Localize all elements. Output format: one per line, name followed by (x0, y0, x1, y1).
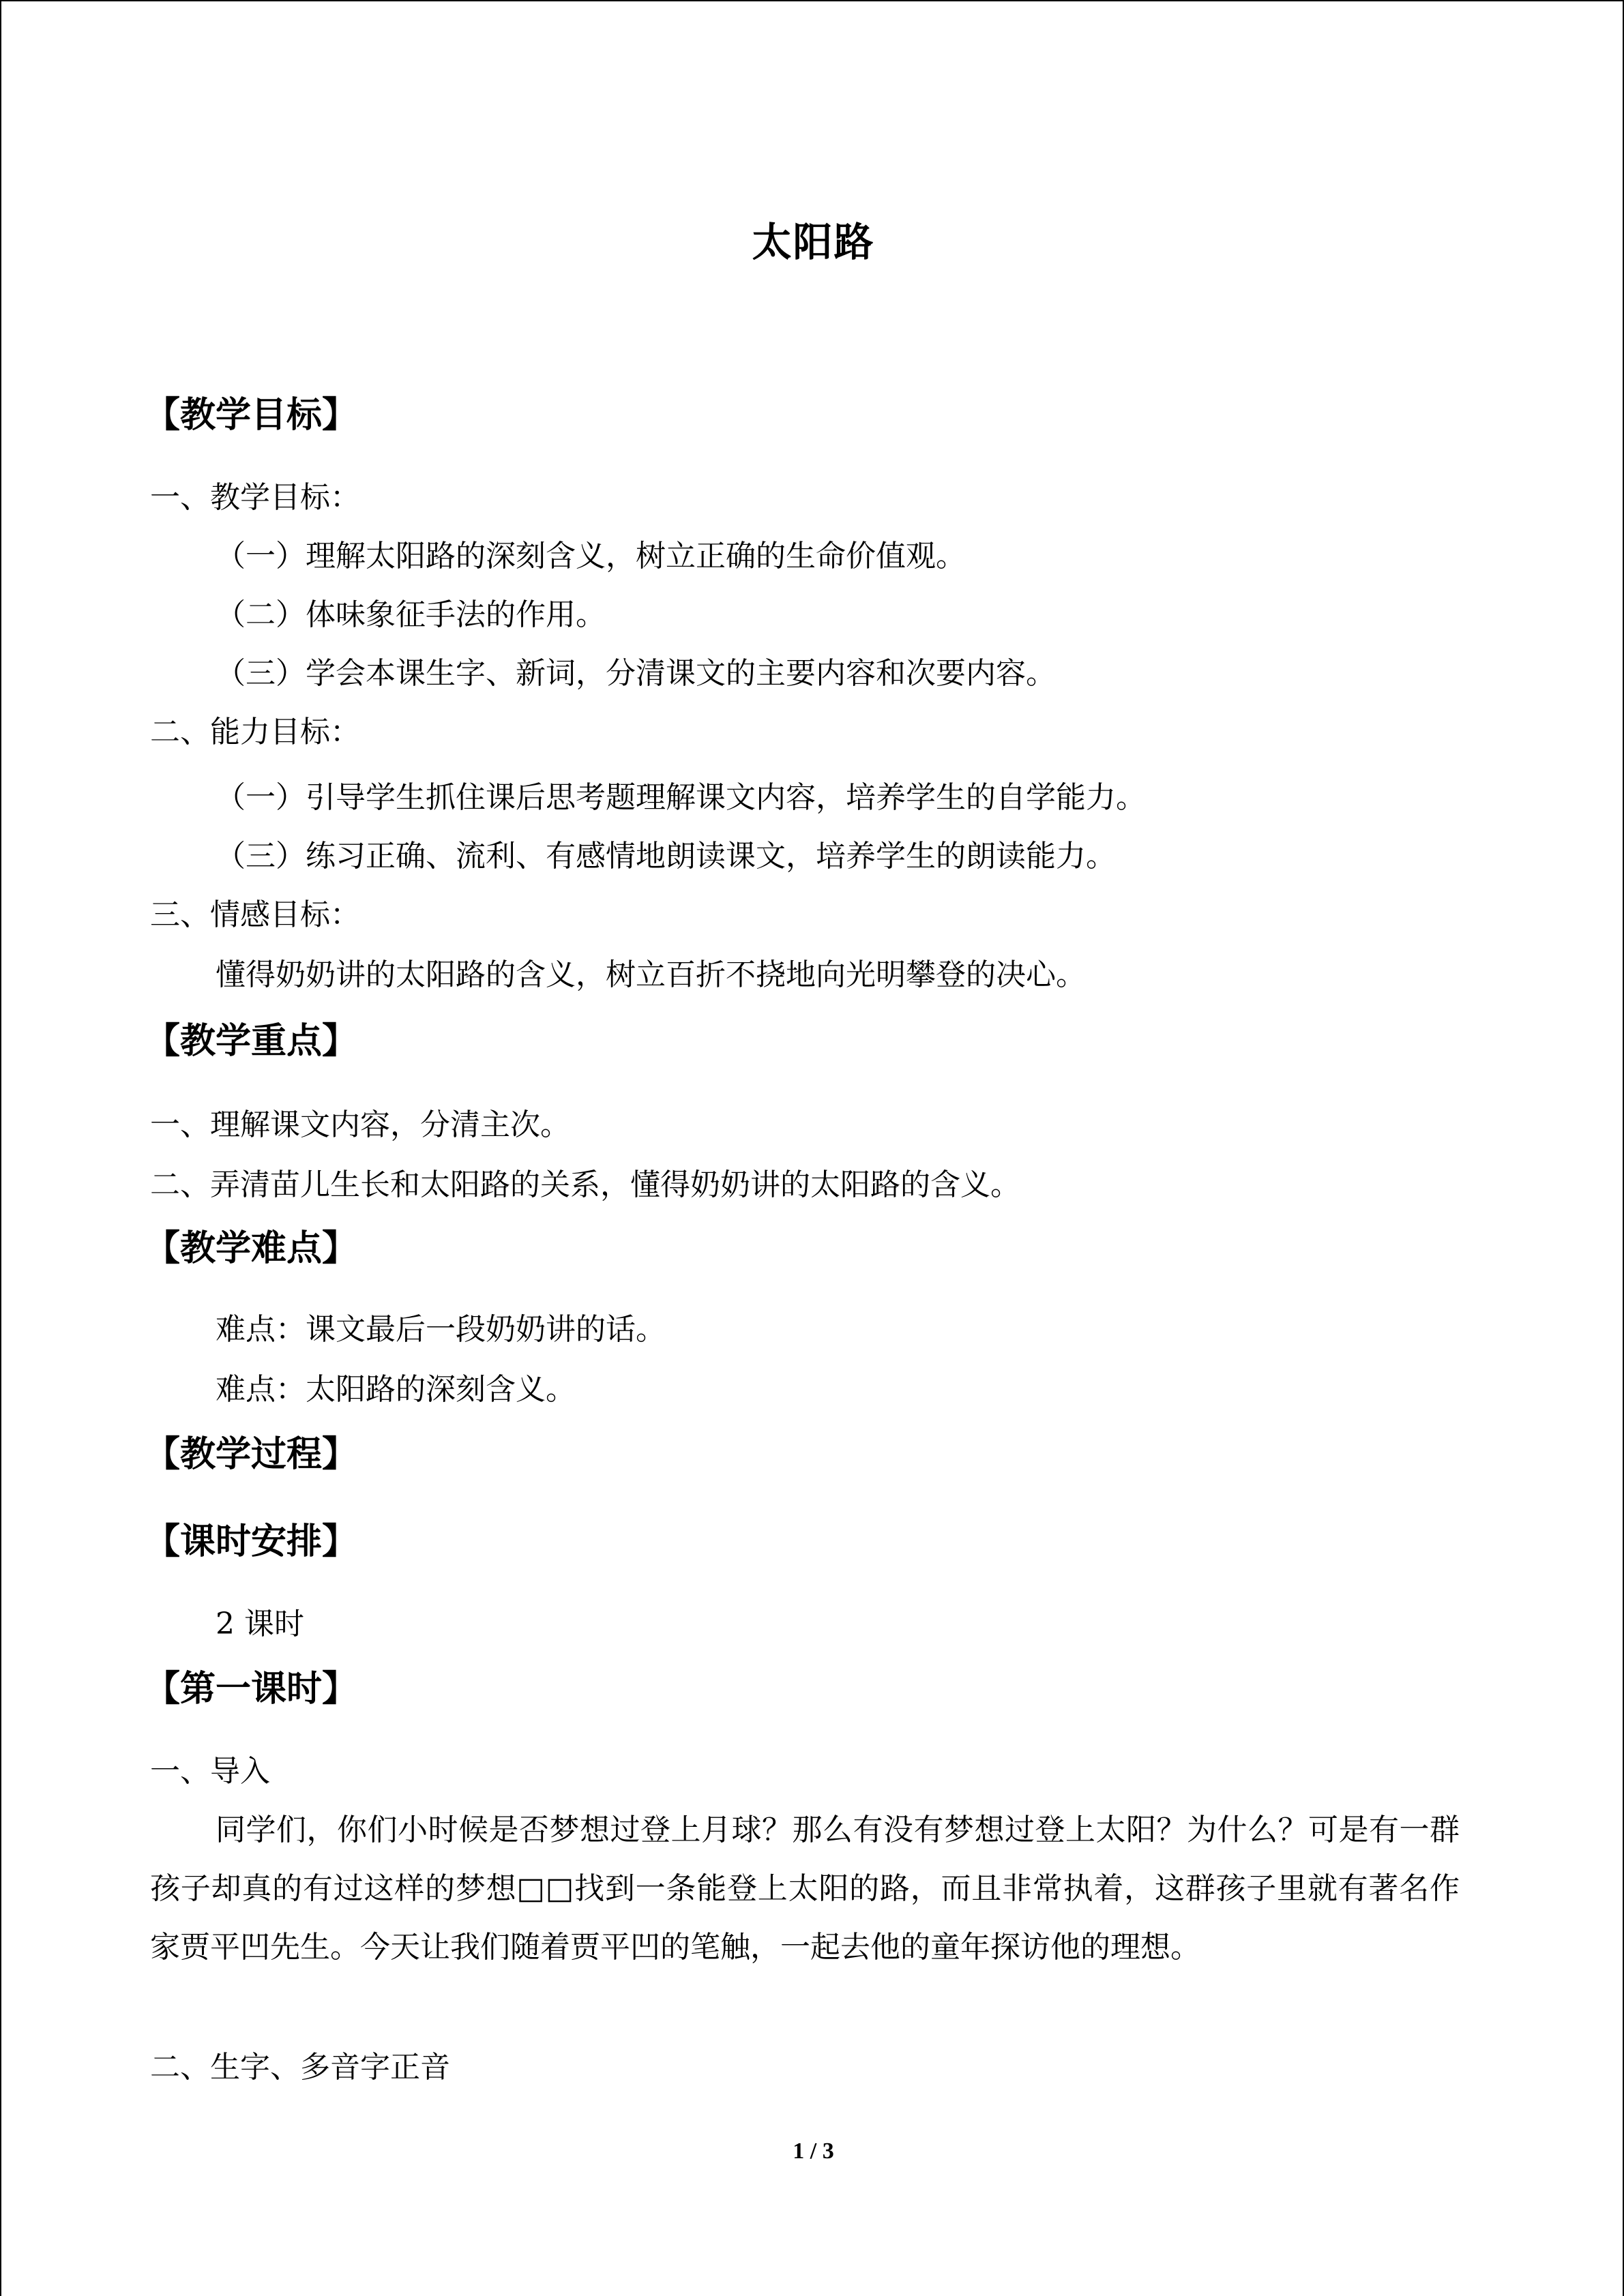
heading-difficulties: 【教学难点】 (145, 1228, 358, 1269)
section-2-title: 二、生字、多音字正音 (150, 2050, 450, 2085)
intro-title: 一、导入 (150, 1754, 270, 1789)
objective-item: （三）练习正确、流利、有感情地朗读课文，培养学生的朗读能力。 (216, 839, 1116, 874)
objective-section-3-text: 懂得奶奶讲的太阳路的含义，树立百折不挠地向光明攀登的决心。 (216, 957, 1086, 992)
key-point-item: 二、弄清苗儿生长和太阳路的关系，懂得奶奶讲的太阳路的含义。 (150, 1167, 1020, 1202)
heading-schedule: 【课时安排】 (145, 1521, 358, 1562)
schedule-text: 2 课时 (216, 1607, 304, 1641)
heading-objectives: 【教学目标】 (145, 395, 358, 436)
intro-paragraph: 同学们，你们小时候是否梦想过登上月球？那么有没有梦想过登上太阳？为什么？可是有一群孩子却真的有过这样的梦想□□找到一条能登上太阳的路，而且非常执着，这群孩子里就有著名作家贾平凹先生。今天让我们随着贾平凹的笔触，一起去他的童年探访他的理想。 (150, 1813, 1460, 1965)
key-point-item: 一、理解课文内容，分清主次。 (150, 1107, 570, 1142)
difficulty-item: 难点：课文最后一段奶奶讲的话。 (216, 1312, 666, 1347)
page-number: 1 / 3 (793, 2138, 834, 2164)
objective-item: （三）学会本课生字、新词，分清课文的主要内容和次要内容。 (216, 656, 1056, 691)
objective-section-1-title: 一、教学目标： (150, 480, 360, 515)
heading-process: 【教学过程】 (145, 1434, 358, 1475)
objective-section-3-title: 三、情感目标： (150, 897, 360, 932)
heading-first-lesson: 【第一课时】 (145, 1669, 358, 1710)
objective-section-2-title: 二、能力目标： (150, 715, 360, 749)
heading-key-points: 【教学重点】 (145, 1021, 358, 1062)
difficulty-item: 难点：太阳路的深刻含义。 (216, 1372, 576, 1407)
objective-item: （一）理解太阳路的深刻含义，树立正确的生命价值观。 (216, 539, 966, 573)
objective-item: （二）体味象征手法的作用。 (216, 597, 606, 632)
page-title: 太阳路 (752, 219, 875, 265)
objective-item: （一）引导学生抓住课后思考题理解课文内容，培养学生的自学能力。 (216, 780, 1146, 815)
